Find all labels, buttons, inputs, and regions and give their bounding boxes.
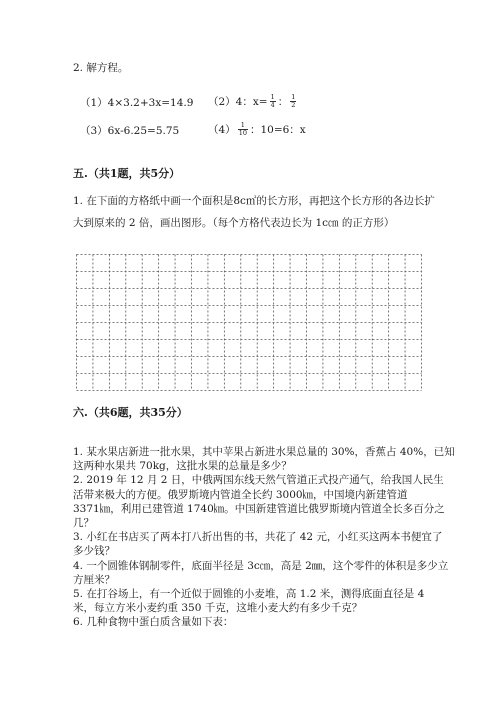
problem-line: 米，每立方米小麦约重 350 千克，这堆小麦大约有多少千克？ [73, 602, 363, 615]
problem-line: 3. 小红在书店买了两本打八折出售的书，共花了 42 元，小红买这两本书便宜了 [73, 531, 443, 544]
fraction-denominator: 2 [291, 101, 296, 109]
problem-line: 4. 一个圆锥体钢制零件，底面半径是 3c㎝，高是 2㎜，这个零件的体积是多少立 [73, 559, 449, 572]
problem-line: 几？ [73, 517, 94, 530]
word-problems [73, 445, 455, 630]
question-text: 大到原来的 2 倍，画出图形。（每个方格代表边长为 1c㎝ 的正方形） [73, 217, 395, 229]
problem-line: 3371㎞，利用已建管道 1740㎞。中国新建管道比俄罗斯境内管道全长多百分之 [73, 502, 445, 515]
problem-line: 活带来极大的方便。俄罗斯境内管道全长约 3000㎞，中国境内新建管道 [73, 488, 408, 501]
fraction-numerator: 1 [291, 93, 296, 101]
section-heading-5: 五.（共1题，共5分） [73, 167, 181, 180]
fraction [238, 122, 248, 137]
section-heading-6: 六.（共6题，共35分） [73, 406, 188, 419]
equation-3: （3）6x-6.25=5.75 [80, 125, 180, 137]
equation-4-prefix: （4） [208, 123, 236, 136]
fraction-numerator: 1 [238, 122, 248, 130]
question-title: 2. 解方程。 [73, 62, 129, 74]
problem-line: 6. 几种食物中蛋白质含量如下表： [73, 616, 234, 629]
problem-line: 这两种水果共 70kg，这批水果的总量是多少？ [73, 460, 292, 473]
problem-line: 5. 在打谷场上，有一个近似于圆锥的小麦堆，高 1.2 米，测得底面直径是 4 [73, 588, 425, 601]
fraction-denominator: 4 [270, 101, 275, 109]
fraction [270, 94, 276, 109]
ratio-separator: ： [277, 95, 289, 108]
problem-line: 多少钱？ [73, 545, 115, 558]
fraction-denominator: 10 [238, 129, 247, 137]
equation-2 [208, 94, 298, 109]
question-text: 1. 在下面的方格纸中画一个面积是8c㎡的长方形，再把这个长方形的各边长扩 [73, 195, 435, 207]
fraction [290, 94, 296, 109]
equation-1: （1）4×3.2+3x=14.9 [80, 97, 194, 109]
equation-4 [208, 122, 306, 137]
square-grid-paper[interactable] [76, 254, 422, 391]
problem-line: 1. 某水果店新进一批水果，其中苹果占新进水果总量的 30%，香蕉占 40%，已知 [73, 446, 455, 458]
problem-line: 方厘米？ [73, 573, 115, 586]
problem-line: 2. 2019 年 12 月 2 日，中俄两国东线天然气管道正式投产通气，给我国人民生 [73, 474, 444, 487]
fraction-numerator: 1 [270, 93, 275, 101]
equation-4-suffix: ：10=6：x [249, 123, 306, 136]
equation-2-prefix: （2）4：x= [208, 95, 268, 108]
